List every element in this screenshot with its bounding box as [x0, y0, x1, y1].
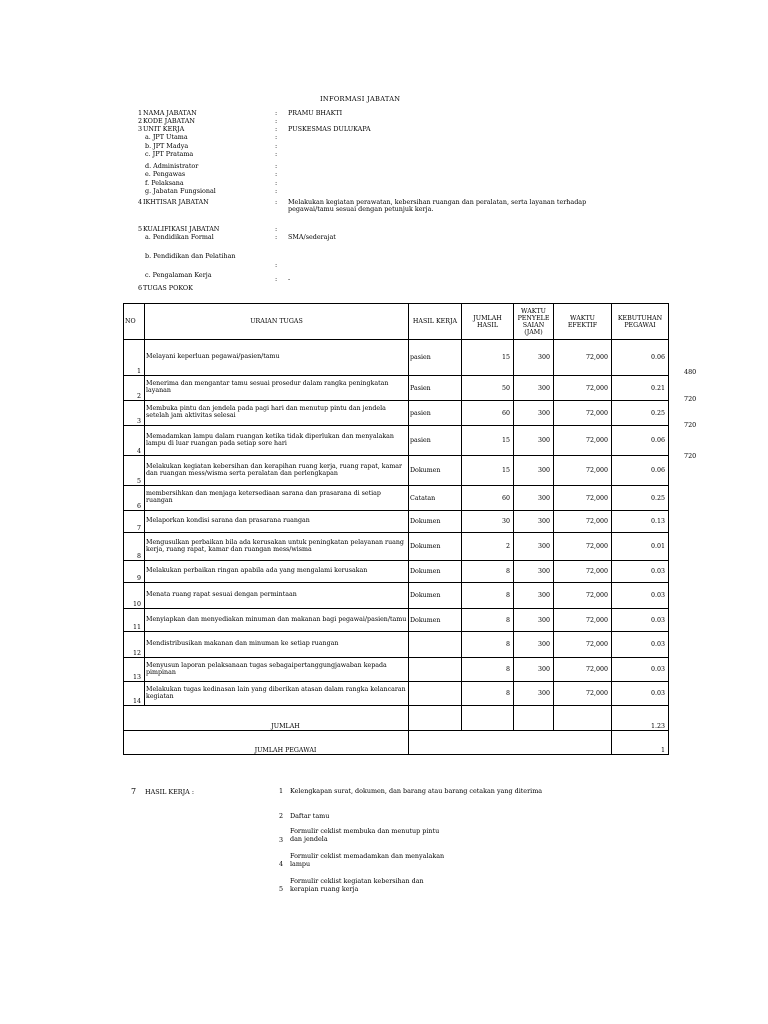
pengalaman-label: c. Pengalaman Kerja	[145, 271, 212, 279]
row-kebutuhan: 0.03	[612, 658, 669, 682]
row-hasil: Catatan	[409, 486, 462, 511]
row-kebutuhan: 0.06	[612, 456, 669, 486]
row-jumlah: 50	[462, 376, 514, 401]
table-row	[124, 632, 669, 658]
row-kebutuhan: 0.03	[612, 632, 669, 658]
row-hasil	[409, 658, 462, 682]
row-kebutuhan: 0.21	[612, 376, 669, 401]
row-hasil: Dokumen	[409, 511, 462, 533]
table-row	[124, 456, 669, 486]
row-hasil: Dokumen	[409, 561, 462, 583]
field-colon: :	[275, 142, 278, 150]
hasil-kerja-item-no: 2	[279, 812, 284, 820]
kualifikasi-colon: :	[275, 225, 278, 233]
row-uraian: Menerima dan mengantar tamu sesuai prosedur dalam rangka peningkatan layanan	[145, 376, 409, 401]
row-no: 2	[124, 376, 145, 401]
pengalaman-value: -	[288, 275, 291, 283]
side-value: 480	[684, 368, 697, 376]
row-uraian: Menyusun laporan pelaksanaan tugas sebagaipertanggungjawaban kepada pimpinan	[145, 658, 409, 682]
row-hasil: Pasien	[409, 376, 462, 401]
header-kebutuhan: KEBUTUHAN PEGAWAI	[612, 304, 669, 340]
hasil-kerja-item-text: Kelengkapan surat, dokumen, dan barang atau barang cetakan yang diterima	[290, 787, 543, 795]
pendidikan-formal-colon: :	[275, 233, 278, 241]
row-jumlah: 60	[462, 401, 514, 426]
row-no: 9	[124, 561, 145, 583]
jumlah-pegawai-value: 1	[612, 731, 669, 755]
row-waktu: 300	[514, 426, 554, 456]
hasil-kerja-item-no: 3	[279, 836, 284, 844]
row-no: 8	[124, 533, 145, 561]
hasil-kerja-no: 7	[131, 787, 137, 796]
row-jumlah: 15	[462, 456, 514, 486]
row-hasil: pasien	[409, 426, 462, 456]
row-efektif: 72,000	[554, 682, 612, 706]
pelatihan-colon: :	[275, 261, 278, 269]
row-waktu: 300	[514, 376, 554, 401]
field-colon: :	[275, 117, 278, 125]
row-jumlah: 15	[462, 426, 514, 456]
row-uraian: Memadamkan lampu dalam ruangan ketika tidak diperlukan dan menyalakan lampu di luar ruangan pada setiap sore hari	[145, 426, 409, 456]
row-hasil	[409, 682, 462, 706]
ikhtisar-text-line1: Melakukan kegiatan perawatan, kebersihan ruangan dan peralatan, serta layanan terhadap	[288, 198, 587, 206]
row-kebutuhan: 0.01	[612, 533, 669, 561]
row-waktu: 300	[514, 561, 554, 583]
row-jumlah: 8	[462, 632, 514, 658]
hasil-kerja-item-text: kerapian ruang kerja	[290, 885, 359, 893]
row-efektif: 72,000	[554, 561, 612, 583]
row-uraian: Melakukan perbaikan ringan apabila ada yang mengalami kerusakan	[145, 561, 409, 583]
row-no: 11	[124, 609, 145, 632]
kualifikasi-no: 5	[138, 225, 143, 233]
side-value: 720	[684, 452, 697, 460]
field-label: b. JPT Madya	[145, 142, 189, 150]
row-efektif: 72,000	[554, 511, 612, 533]
row-kebutuhan: 0.06	[612, 426, 669, 456]
side-value: 720	[684, 421, 697, 429]
row-kebutuhan: 0.03	[612, 682, 669, 706]
hasil-kerja-item-text: lampu	[290, 860, 311, 868]
row-jumlah: 8	[462, 682, 514, 706]
row-uraian: Melakukan tugas kedinasan lain yang diberikan atasan dalam rangka kelancaran kegiatan	[145, 682, 409, 706]
row-hasil	[409, 632, 462, 658]
ikhtisar-no: 4	[138, 198, 143, 206]
row-no: 1	[124, 340, 145, 376]
row-hasil: pasien	[409, 401, 462, 426]
row-hasil: Dokumen	[409, 583, 462, 609]
field-colon: :	[275, 150, 278, 158]
row-waktu: 300	[514, 609, 554, 632]
row-kebutuhan: 0.25	[612, 401, 669, 426]
hasil-kerja-item-no: 1	[279, 787, 284, 795]
hasil-kerja-item-no: 4	[279, 860, 284, 868]
row-no: 6	[124, 486, 145, 511]
row-efektif: 72,000	[554, 609, 612, 632]
row-jumlah: 60	[462, 486, 514, 511]
row-efektif: 72,000	[554, 583, 612, 609]
header-jumlah: JUMLAH HASIL	[462, 304, 514, 340]
field-label: e. Pengawas	[145, 170, 186, 178]
row-uraian: Mendistribusikan makanan dan minuman ke setiap ruangan	[145, 632, 409, 658]
row-jumlah: 8	[462, 561, 514, 583]
row-waktu: 300	[514, 340, 554, 376]
kualifikasi-label: KUALIFIKASI JABATAN	[143, 225, 220, 233]
row-no: 7	[124, 511, 145, 533]
table-header-row	[124, 304, 669, 340]
table-row	[124, 658, 669, 682]
jumlah-pegawai-row	[124, 731, 669, 755]
field-label: f. Pelaksana	[145, 179, 184, 187]
field-label: a. JPT Utama	[145, 133, 188, 141]
field-label: d. Administrator	[145, 162, 199, 170]
field-no: 1	[138, 109, 143, 117]
header-hasil: HASIL KERJA	[409, 304, 462, 340]
header-uraian: URAIAN TUGAS	[145, 304, 409, 340]
hasil-kerja-item-text: Daftar tamu	[290, 812, 330, 820]
field-colon: :	[275, 125, 278, 133]
field-colon: :	[275, 109, 278, 117]
row-efektif: 72,000	[554, 426, 612, 456]
field-no: 2	[138, 117, 143, 125]
field-label: c. JPT Pratama	[145, 150, 194, 158]
pendidikan-formal-label: a. Pendidikan Formal	[145, 233, 214, 241]
table-row	[124, 682, 669, 706]
jumlah-pegawai-label: JUMLAH PEGAWAI	[124, 731, 409, 755]
table-row	[124, 376, 669, 401]
row-waktu: 300	[514, 511, 554, 533]
ikhtisar-colon: :	[275, 198, 278, 206]
row-efektif: 72,000	[554, 486, 612, 511]
field-colon: :	[275, 133, 278, 141]
tugas-pokok-no: 6	[138, 284, 143, 292]
row-kebutuhan: 0.25	[612, 486, 669, 511]
header-no: NO	[124, 304, 145, 340]
hasil-kerja-item-no: 5	[279, 885, 284, 893]
row-no: 13	[124, 658, 145, 682]
table-row	[124, 609, 669, 632]
field-colon: :	[275, 179, 278, 187]
row-efektif: 72,000	[554, 456, 612, 486]
row-no: 4	[124, 426, 145, 456]
field-colon: :	[275, 162, 278, 170]
field-value: PUSKESMAS DULUKAPA	[288, 125, 371, 133]
table-row	[124, 561, 669, 583]
row-waktu: 300	[514, 486, 554, 511]
row-waktu: 300	[514, 682, 554, 706]
row-no: 10	[124, 583, 145, 609]
row-jumlah: 2	[462, 533, 514, 561]
row-waktu: 300	[514, 533, 554, 561]
field-no: 3	[138, 125, 143, 133]
row-uraian: membersihkan dan menjaga ketersediaan sarana dan prasarana di setiap ruangan	[145, 486, 409, 511]
header-waktu-penyelesaian: WAKTU PENYELE SAIAN (JAM)	[514, 304, 554, 340]
table-row	[124, 340, 669, 376]
task-table	[123, 303, 669, 755]
side-value: 720	[684, 395, 697, 403]
pendidikan-formal-value: SMA/sederajat	[288, 233, 336, 241]
row-uraian: Melayani keperluan pegawai/pasien/tamu	[145, 340, 409, 376]
row-uraian: Melaporkan kondisi sarana dan prasarana ruangan	[145, 511, 409, 533]
row-kebutuhan: 0.03	[612, 561, 669, 583]
row-uraian: Mengusulkan perbaikan bila ada kerusakan untuk peningkatan pelayanan ruang kerja, ruang rapat, kamar dan ruangan mess/wisma	[145, 533, 409, 561]
document-title: INFORMASI JABATAN	[320, 95, 401, 103]
row-no: 3	[124, 401, 145, 426]
table-row	[124, 486, 669, 511]
field-colon: :	[275, 170, 278, 178]
row-efektif: 72,000	[554, 533, 612, 561]
row-jumlah: 8	[462, 583, 514, 609]
row-kebutuhan: 0.03	[612, 609, 669, 632]
row-waktu: 300	[514, 658, 554, 682]
table-row	[124, 583, 669, 609]
row-waktu: 300	[514, 401, 554, 426]
table-row	[124, 426, 669, 456]
table-row	[124, 401, 669, 426]
row-hasil: Dokumen	[409, 456, 462, 486]
field-label: KODE JABATAN	[143, 117, 195, 125]
row-jumlah: 15	[462, 340, 514, 376]
row-waktu: 300	[514, 632, 554, 658]
row-kebutuhan: 0.13	[612, 511, 669, 533]
row-jumlah: 8	[462, 658, 514, 682]
hasil-kerja-label: HASIL KERJA :	[145, 788, 194, 796]
field-value: PRAMU BHAKTI	[288, 109, 343, 117]
row-uraian: Menyiapkan dan menyediakan minuman dan makanan bagi pegawai/pasien/tamu	[145, 609, 409, 632]
ikhtisar-text-line2: pegawai/tamu sesuai dengan petunjuk kerja.	[288, 205, 434, 213]
row-uraian: Menata ruang rapat sesuai dengan permintaan	[145, 583, 409, 609]
row-no: 12	[124, 632, 145, 658]
row-uraian: Membuka pintu dan jendela pada pagi hari dan menutup pintu dan jendela setelah jam aktivitas selesai	[145, 401, 409, 426]
row-hasil: pasien	[409, 340, 462, 376]
hasil-kerja-item-text: Formulir ceklist memadamkan dan menyalakan	[290, 852, 445, 860]
ikhtisar-label: IKHTISAR JABATAN	[143, 198, 209, 206]
row-efektif: 72,000	[554, 376, 612, 401]
row-efektif: 72,000	[554, 340, 612, 376]
row-jumlah: 8	[462, 609, 514, 632]
field-colon: :	[275, 187, 278, 195]
row-waktu: 300	[514, 456, 554, 486]
table-row	[124, 533, 669, 561]
row-efektif: 72,000	[554, 658, 612, 682]
row-kebutuhan: 0.03	[612, 583, 669, 609]
jumlah-label: JUMLAH	[124, 706, 409, 731]
row-waktu: 300	[514, 583, 554, 609]
row-efektif: 72,000	[554, 632, 612, 658]
field-label: g. Jabatan Fungsional	[145, 187, 216, 195]
table-row	[124, 511, 669, 533]
pelatihan-label: b. Pendidikan dan Pelatihan	[145, 252, 236, 260]
row-no: 14	[124, 682, 145, 706]
hasil-kerja-item-text: Formulir ceklist membuka dan menutup pintu	[290, 827, 440, 835]
field-label: UNIT KERJA	[143, 125, 185, 133]
row-jumlah: 30	[462, 511, 514, 533]
jumlah-row	[124, 706, 669, 731]
row-efektif: 72,000	[554, 401, 612, 426]
tugas-pokok-label: TUGAS POKOK	[143, 284, 193, 292]
field-label: NAMA JABATAN	[143, 109, 197, 117]
row-uraian: Melakukan kegiatan kebersihan dan kerapihan ruang kerja, ruang rapat, kamar dan ruangan mess/wisma serta peralatan dan perlengkapan	[145, 456, 409, 486]
row-kebutuhan: 0.06	[612, 340, 669, 376]
pengalaman-colon: :	[275, 275, 278, 283]
hasil-kerja-item-text: Formulir ceklist kegiatan kebersihan dan	[290, 877, 424, 885]
jumlah-value: 1.23	[612, 706, 669, 731]
row-hasil: Dokumen	[409, 609, 462, 632]
header-waktu-efektif: WAKTU EFEKTIF	[554, 304, 612, 340]
hasil-kerja-item-text: dan jendela	[290, 835, 328, 843]
row-hasil: Dokumen	[409, 533, 462, 561]
row-no: 5	[124, 456, 145, 486]
